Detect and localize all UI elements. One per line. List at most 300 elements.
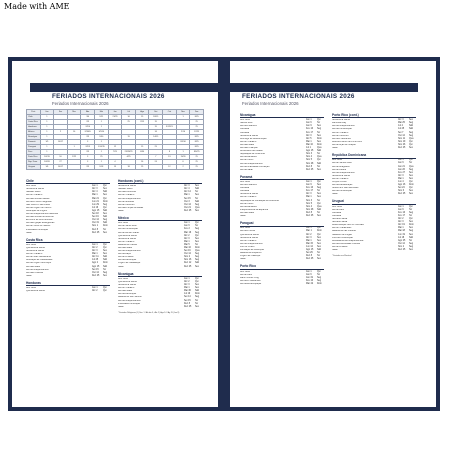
holiday-name: Martin Luther King: [240, 276, 259, 279]
holiday-date: Dez 8: [184, 302, 191, 305]
holiday-weekday: Ter: [317, 122, 321, 125]
day-cell: 27: [54, 160, 68, 165]
holiday-name: Sexta-feira Santa: [332, 174, 350, 177]
holiday-weekday: Seg: [409, 122, 414, 125]
holiday-weekday: Qui: [317, 270, 321, 273]
holiday-name: Quinta-feira Santa: [118, 234, 137, 237]
holiday-date: Abr 4: [184, 188, 190, 191]
holiday-name: Separação de Fundação da Colômbia: [240, 199, 279, 202]
holiday-weekday: Sex: [409, 227, 413, 230]
holiday-name: Ano Novo: [118, 277, 129, 280]
day-cell: 25: [122, 120, 136, 125]
holiday-name: Memorial Day: [332, 122, 347, 125]
holiday-weekday: Qui: [409, 140, 413, 143]
holiday-weekday: Seg: [103, 219, 108, 222]
holiday-date: Jan 1: [184, 277, 190, 280]
table-header-cell: Mai: [95, 110, 109, 115]
holiday-date: Dez 8: [306, 165, 313, 168]
holiday-weekday: Sáb: [195, 262, 200, 265]
holiday-date: Jan 9: [306, 184, 312, 187]
holiday-date: Jan 21: [398, 165, 405, 168]
day-cell: [149, 165, 163, 170]
holiday-name: Carnaval: [240, 131, 250, 134]
country-name: Paraguai: [240, 221, 324, 226]
holiday-weekday: Sáb: [103, 256, 108, 259]
country-name: Honduras: [26, 281, 110, 286]
holiday-date: Nov 5: [306, 159, 313, 162]
holiday-name: Virgem de Guadalupe: [118, 262, 141, 265]
holiday-name: Dia do Trabalho: [240, 196, 257, 199]
holiday-date: Mai 21: [92, 197, 99, 200]
holiday-weekday: Dom: [195, 247, 200, 249]
holiday-name: Dia do Trabalho: [240, 140, 257, 143]
country-section: [26, 281, 110, 293]
holiday-date: Dez 25: [398, 248, 406, 251]
page-title: FERIADOS INTERNACIONAIS 2026: [52, 93, 165, 100]
holiday-name: Dia dos Veteranos: [332, 137, 351, 140]
calendar-spread: [8, 57, 440, 411]
holiday-weekday: Sex: [317, 184, 321, 187]
holiday-date: Set 15: [184, 299, 191, 302]
holiday-date: Dez 25: [92, 231, 100, 234]
holiday-name: Nossa Sra. das Mercedes: [332, 187, 359, 190]
holiday-weekday: Ter: [409, 214, 413, 217]
holiday-weekday: Qua: [317, 205, 322, 208]
holiday-weekday: Dom: [103, 262, 108, 265]
holiday-name: Sexta-feira Santa: [26, 250, 44, 253]
holiday-weekday: Dom: [317, 143, 322, 146]
holiday-date: Set 15: [184, 197, 191, 200]
holiday-name: Dia dos Presidentes: [240, 279, 261, 282]
holiday-weekday: Qui: [195, 277, 199, 280]
table-header-cell: Jul: [122, 110, 136, 115]
country-name: República Dominicana: [332, 153, 416, 158]
holiday-date: Jan 1: [398, 159, 404, 162]
holiday-date: Jul 19: [184, 293, 191, 296]
day-cell: 12: [163, 165, 177, 170]
country-name: Nicarágua: [240, 113, 324, 118]
holiday-weekday: Ter: [103, 268, 107, 271]
page-title: FERIADOS INTERNACIONAIS 2026: [242, 93, 355, 100]
day-cell: 8/25: [190, 140, 204, 145]
holiday-date: Jan 1: [92, 185, 98, 188]
day-cell: 1: [40, 125, 54, 130]
holiday-name: Ano Novo: [26, 243, 37, 246]
holiday-date: Jan 1: [398, 205, 404, 208]
holiday-weekday: Qui: [103, 185, 107, 188]
holiday-weekday: Sex: [317, 196, 321, 199]
day-cell: 25: [135, 165, 149, 170]
day-cell: 7: [149, 155, 163, 160]
country-name: Chile: [26, 179, 110, 184]
holiday-name: Natal: [240, 215, 246, 218]
holiday-weekday: Seg: [195, 296, 200, 299]
holiday-name: Aniversário da Cidade: [240, 150, 263, 153]
holiday-date: Jan 19: [306, 276, 313, 279]
holiday-date: Jan 6: [306, 273, 312, 276]
holiday-weekday: Sáb: [103, 222, 108, 225]
holiday-name: Sábado Santo: [26, 191, 41, 194]
country-cell: Chile: [27, 115, 41, 120]
holiday-weekday: Ter: [317, 165, 321, 168]
country-section: [240, 113, 324, 172]
country-name: Honduras (cont.): [118, 179, 202, 184]
holiday-weekday: Sex: [103, 213, 107, 216]
holiday-name: Dia da Virgem do Carmo: [26, 206, 52, 209]
country-section: [332, 113, 416, 150]
holiday-row: [26, 290, 110, 293]
day-cell: 29: [149, 145, 163, 150]
holiday-name: Dia de Reis: [332, 208, 344, 211]
day-cell: 19: [108, 165, 122, 170]
holiday-weekday: Sáb: [195, 290, 200, 293]
holiday-name: Desembarque dos 33 Orientais: [332, 224, 364, 227]
holiday-date: Jul 25: [398, 128, 405, 131]
holiday-name: Dia dos Mártires: [240, 125, 257, 128]
day-cell: 16/17: [54, 140, 68, 145]
day-cell: 25: [190, 165, 204, 170]
holiday-name: Semana Santa: [332, 218, 348, 221]
holiday-weekday: Qua: [195, 250, 200, 253]
holiday-date: Fev 16: [398, 211, 406, 214]
holiday-name: Dia da Independência: [26, 268, 49, 271]
holiday-date: Abr 3: [184, 284, 190, 287]
holiday-name: Sábado Santo: [118, 188, 133, 191]
day-cell: 11/26: [176, 155, 190, 160]
holiday-name: Quinta-feira Santa: [118, 280, 137, 283]
holiday-name: Dia da Restauração: [332, 184, 353, 187]
day-cell: 14/15: [149, 135, 163, 140]
holiday-weekday: Seg: [409, 211, 414, 214]
holiday-date: Dez 25: [184, 305, 192, 308]
holiday-name: Encontro de Dois Mundos: [26, 219, 53, 222]
holiday-weekday: Sáb: [195, 200, 200, 203]
holiday-name: Dia do Trabalho: [26, 253, 43, 256]
holiday-name: Dia de Ação de Graças: [332, 143, 356, 146]
holiday-weekday: Qui: [317, 233, 321, 236]
holiday-weekday: Sex: [195, 240, 199, 243]
holiday-date: Jan 1: [306, 227, 312, 230]
holiday-name: Carnaval: [240, 190, 250, 193]
holiday-name: Dia da Revolução: [118, 293, 137, 296]
holiday-date: Mai 25: [398, 122, 405, 125]
holiday-name: Natal: [118, 209, 124, 212]
holiday-name: Dia das Mães: [26, 265, 41, 268]
holiday-name: Dia do Trabalho: [332, 177, 349, 180]
holiday-weekday: Ter: [195, 191, 199, 194]
left-page-columns: [26, 179, 202, 314]
day-cell: 6/30: [135, 150, 149, 155]
right-page-columns: [240, 113, 416, 289]
holiday-date: Dez 25: [306, 215, 314, 218]
day-cell: 12/25: [190, 130, 204, 135]
holiday-weekday: Ter: [317, 153, 321, 156]
holiday-name: Dia da Independência: [332, 171, 355, 174]
holiday-date: Jan 6: [398, 208, 404, 211]
day-cell: 1/6/26: [40, 160, 54, 165]
holiday-date: Nov 2: [184, 256, 191, 259]
holiday-date: Abr 2: [306, 233, 312, 236]
day-cell: 7/29: [108, 150, 122, 155]
country-name: Panamá: [240, 175, 324, 180]
holiday-date: Set 19: [92, 216, 99, 219]
holiday-weekday: Sex: [195, 305, 199, 308]
holiday-date: Jul 25: [92, 259, 99, 262]
holiday-weekday: Sáb: [317, 150, 322, 153]
holiday-name: Dia das Mães: [118, 247, 133, 249]
holiday-weekday: Sáb: [317, 208, 322, 211]
holiday-date: Jan 1: [306, 270, 312, 273]
holiday-name: Natalício de Artigas: [332, 233, 352, 236]
holiday-date: Out 12: [398, 134, 405, 137]
holiday-weekday: Seg: [317, 279, 322, 282]
day-cell: 1/6/19: [40, 155, 54, 160]
day-cell: 1: [40, 145, 54, 150]
holiday-name: Carnaval: [332, 211, 342, 214]
left-page: [12, 61, 218, 407]
holiday-date: Dez 25: [398, 193, 406, 196]
holiday-weekday: Sex: [103, 194, 107, 197]
holiday-weekday: Qui: [317, 159, 321, 162]
holiday-row: [240, 258, 324, 261]
holiday-name: Separação da Colômbia: [240, 153, 265, 156]
holiday-weekday: Dom: [409, 224, 414, 227]
day-cell: 8/25: [190, 115, 204, 120]
holiday-name: Sexta-feira Santa: [240, 134, 258, 137]
holiday-date: Set 29: [306, 252, 313, 255]
holiday-date: Out 21: [184, 206, 191, 209]
holiday-weekday: Seg: [195, 231, 200, 234]
holiday-date: Abr 2: [398, 218, 404, 221]
holiday-weekday: Ter: [195, 299, 199, 302]
holiday-name: Dia da Independência: [118, 250, 141, 253]
day-cell: 1: [176, 115, 190, 120]
holiday-date: Ago 25: [398, 239, 406, 242]
holiday-date: Mar 1: [306, 230, 312, 233]
holiday-date: Abr 11: [92, 256, 99, 259]
holiday-date: Out 12: [184, 253, 191, 256]
holiday-date: Fev 17: [306, 131, 314, 134]
holiday-row: [26, 232, 110, 235]
holiday-date: Dez 12: [184, 262, 192, 265]
holiday-date: Abr 3: [398, 221, 404, 224]
day-cell: 4/25: [122, 155, 136, 160]
holiday-date: Nov 5: [306, 202, 313, 205]
holiday-summary-table: [26, 109, 204, 170]
holiday-name: Sexta-feira Santa: [118, 237, 136, 240]
holiday-weekday: Sáb: [409, 125, 414, 128]
holiday-name: Dia do Trabalhador: [332, 227, 352, 230]
country-name: Porto Rico (cont.): [332, 113, 416, 118]
day-cell: 3: [81, 155, 95, 160]
holiday-name: Dia dos Povos Indígenas: [26, 200, 52, 203]
holiday-date: Nov 16: [184, 259, 192, 262]
holiday-date: Abr 3: [306, 193, 312, 196]
holiday-date: Mai 15: [306, 242, 313, 245]
holiday-date: Abr 3: [398, 119, 404, 122]
holiday-weekday: Sex: [195, 237, 199, 240]
day-cell: 3/5/10: [176, 140, 190, 145]
holiday-name: Natal: [26, 274, 32, 277]
holiday-name: Dia das Mães: [240, 143, 255, 146]
right-page-header: [230, 83, 436, 106]
holiday-weekday: Ter: [195, 225, 199, 228]
holiday-date: Set 18: [92, 213, 99, 216]
holiday-name: Dia das Crianças: [240, 147, 258, 150]
holiday-name: Jura da Constituição: [332, 236, 353, 239]
country-section: [240, 264, 324, 286]
holiday-date: Mai 5: [184, 243, 190, 246]
country-cell: Paraguai: [27, 145, 41, 150]
holiday-date: Abr 5: [306, 137, 312, 140]
day-cell: 1: [95, 120, 109, 125]
holiday-weekday: Sáb: [409, 128, 414, 131]
holiday-date: Abr 4: [92, 191, 98, 194]
day-cell: 25: [190, 155, 204, 160]
holiday-name: Dia da Independência: [240, 242, 263, 245]
holiday-name: Dia de Reis: [240, 273, 252, 276]
holiday-row: [240, 215, 324, 218]
holiday-weekday: Sex: [317, 134, 321, 137]
holiday-row: [118, 266, 202, 269]
holiday-date: Mai 1: [92, 194, 98, 197]
country-name: Porto Rico: [240, 264, 324, 269]
day-cell: 1: [40, 150, 54, 155]
country-section: [26, 179, 110, 235]
holiday-date: Nov 4: [306, 205, 313, 208]
holiday-weekday: Qui: [103, 247, 107, 249]
country-section: [26, 238, 110, 278]
holiday-name: Batalha de Boquerón: [240, 252, 262, 255]
holiday-name: Dia das Forças Armadas: [118, 206, 144, 209]
holiday-date: Dez 25: [306, 168, 314, 171]
holiday-date: Jun 12: [306, 245, 313, 248]
holiday-date: Nov 28: [306, 208, 314, 211]
holiday-name: Dia da Raça: [118, 253, 131, 256]
holiday-weekday: Qui: [409, 187, 413, 190]
day-cell: 1: [67, 145, 81, 150]
right-page: [230, 61, 436, 407]
day-cell: 16/17: [54, 165, 68, 170]
table-header-cell: Set: [149, 110, 163, 115]
table-header-cell: Out: [163, 110, 177, 115]
holiday-date: Abr 19: [398, 224, 405, 227]
holiday-weekday: Qui: [103, 243, 107, 246]
holiday-weekday: Seg: [409, 230, 414, 233]
country-cell: Uruguai: [27, 165, 41, 170]
holiday-name: Dia de Juan Santamaría: [26, 256, 51, 259]
holiday-name: Natal: [332, 248, 338, 251]
day-cell: 12: [108, 145, 122, 150]
day-cell: 8/25: [190, 145, 204, 150]
holiday-weekday: Sex: [317, 258, 321, 261]
holiday-name: Natal: [332, 147, 338, 150]
left-page-header: [12, 83, 218, 106]
country-section: [118, 216, 202, 269]
holiday-name: Ano Novo: [332, 205, 343, 208]
holiday-name: Batalha de Puebla: [118, 243, 137, 246]
holiday-date: Ago 16: [398, 184, 406, 187]
day-cell: 2: [176, 165, 190, 170]
holiday-name: Quinta-feira Santa: [26, 290, 45, 293]
holiday-date: Mai 18: [398, 230, 405, 233]
holiday-weekday: Sex: [409, 248, 413, 251]
holiday-weekday: Sex: [103, 253, 107, 256]
left-column-1: [26, 179, 110, 314]
holiday-name: Dia da Revolução: [118, 259, 137, 262]
holiday-weekday: Ter: [103, 228, 107, 231]
holiday-row: [240, 283, 324, 286]
holiday-date: Out 12: [92, 271, 99, 274]
day-cell: [67, 165, 81, 170]
holiday-weekday: Sex: [317, 125, 321, 128]
holiday-weekday: Sex: [317, 236, 321, 239]
country-cell: Panamá: [27, 140, 41, 145]
holiday-date: Out 3: [184, 200, 190, 203]
holiday-name: Descobrimento de Porto Rico: [332, 140, 363, 143]
holiday-date: Fev 2: [184, 228, 190, 231]
holiday-date: Dez 8: [306, 255, 313, 258]
holiday-weekday: Seg: [195, 203, 200, 206]
holiday-date: Nov 6: [398, 190, 405, 193]
holiday-date: Dez 25: [398, 147, 406, 150]
day-cell: 15: [135, 145, 149, 150]
country-section: [332, 199, 416, 252]
day-cell: 2/3: [81, 150, 95, 155]
country-cell: México: [27, 130, 41, 135]
holiday-weekday: Qui: [195, 222, 199, 225]
holiday-date: Nov 3: [306, 199, 313, 202]
day-cell: 1: [95, 160, 109, 165]
holiday-date: Nov 26: [398, 143, 406, 146]
holiday-name: Dia das Igrejas Evangélicas: [26, 222, 55, 225]
holiday-date: Set 24: [398, 187, 405, 190]
holiday-name: Ano Novo: [240, 119, 251, 122]
holiday-date: Mai 1: [398, 227, 404, 230]
holiday-date: Mai 1: [92, 253, 98, 256]
holiday-weekday: Seg: [317, 276, 322, 279]
holiday-name: Natal: [26, 231, 32, 234]
holiday-name: Sexta-feira Santa: [240, 236, 258, 239]
holiday-weekday: Qui: [103, 206, 107, 209]
holiday-date: Jan 1: [92, 243, 98, 246]
holiday-name: Domingo de Ressurreição: [240, 137, 267, 140]
day-cell: 18/19: [149, 115, 163, 120]
holiday-weekday: Dom: [195, 293, 200, 296]
holiday-weekday: Sex: [409, 119, 413, 122]
day-cell: 16: [122, 115, 136, 120]
holiday-weekday: Sáb: [103, 209, 108, 212]
country-section: [240, 175, 324, 218]
holiday-weekday: Sáb: [317, 162, 322, 165]
holiday-name: Dia do Trabalho: [118, 194, 135, 197]
holiday-date: Mai 1: [184, 240, 190, 243]
holiday-name: Dia das Mães: [118, 290, 133, 293]
holiday-row: [332, 249, 416, 252]
holiday-name: Dia da Bandeira: [240, 156, 257, 159]
holiday-date: Abr 2: [184, 280, 190, 283]
holiday-name: Declaratória da Independência: [332, 239, 364, 242]
day-cell: 1: [40, 115, 54, 120]
holiday-name: Dia da Constituição: [332, 128, 352, 131]
day-cell: 1/6: [40, 165, 54, 170]
holiday-weekday: Seg: [317, 128, 322, 131]
holiday-name: Dia da Independência: [332, 125, 355, 128]
holiday-weekday: Seg: [195, 259, 200, 262]
holiday-weekday: Sáb: [103, 265, 108, 268]
holiday-weekday: Ter: [195, 197, 199, 200]
holiday-weekday: Ter: [317, 255, 321, 258]
